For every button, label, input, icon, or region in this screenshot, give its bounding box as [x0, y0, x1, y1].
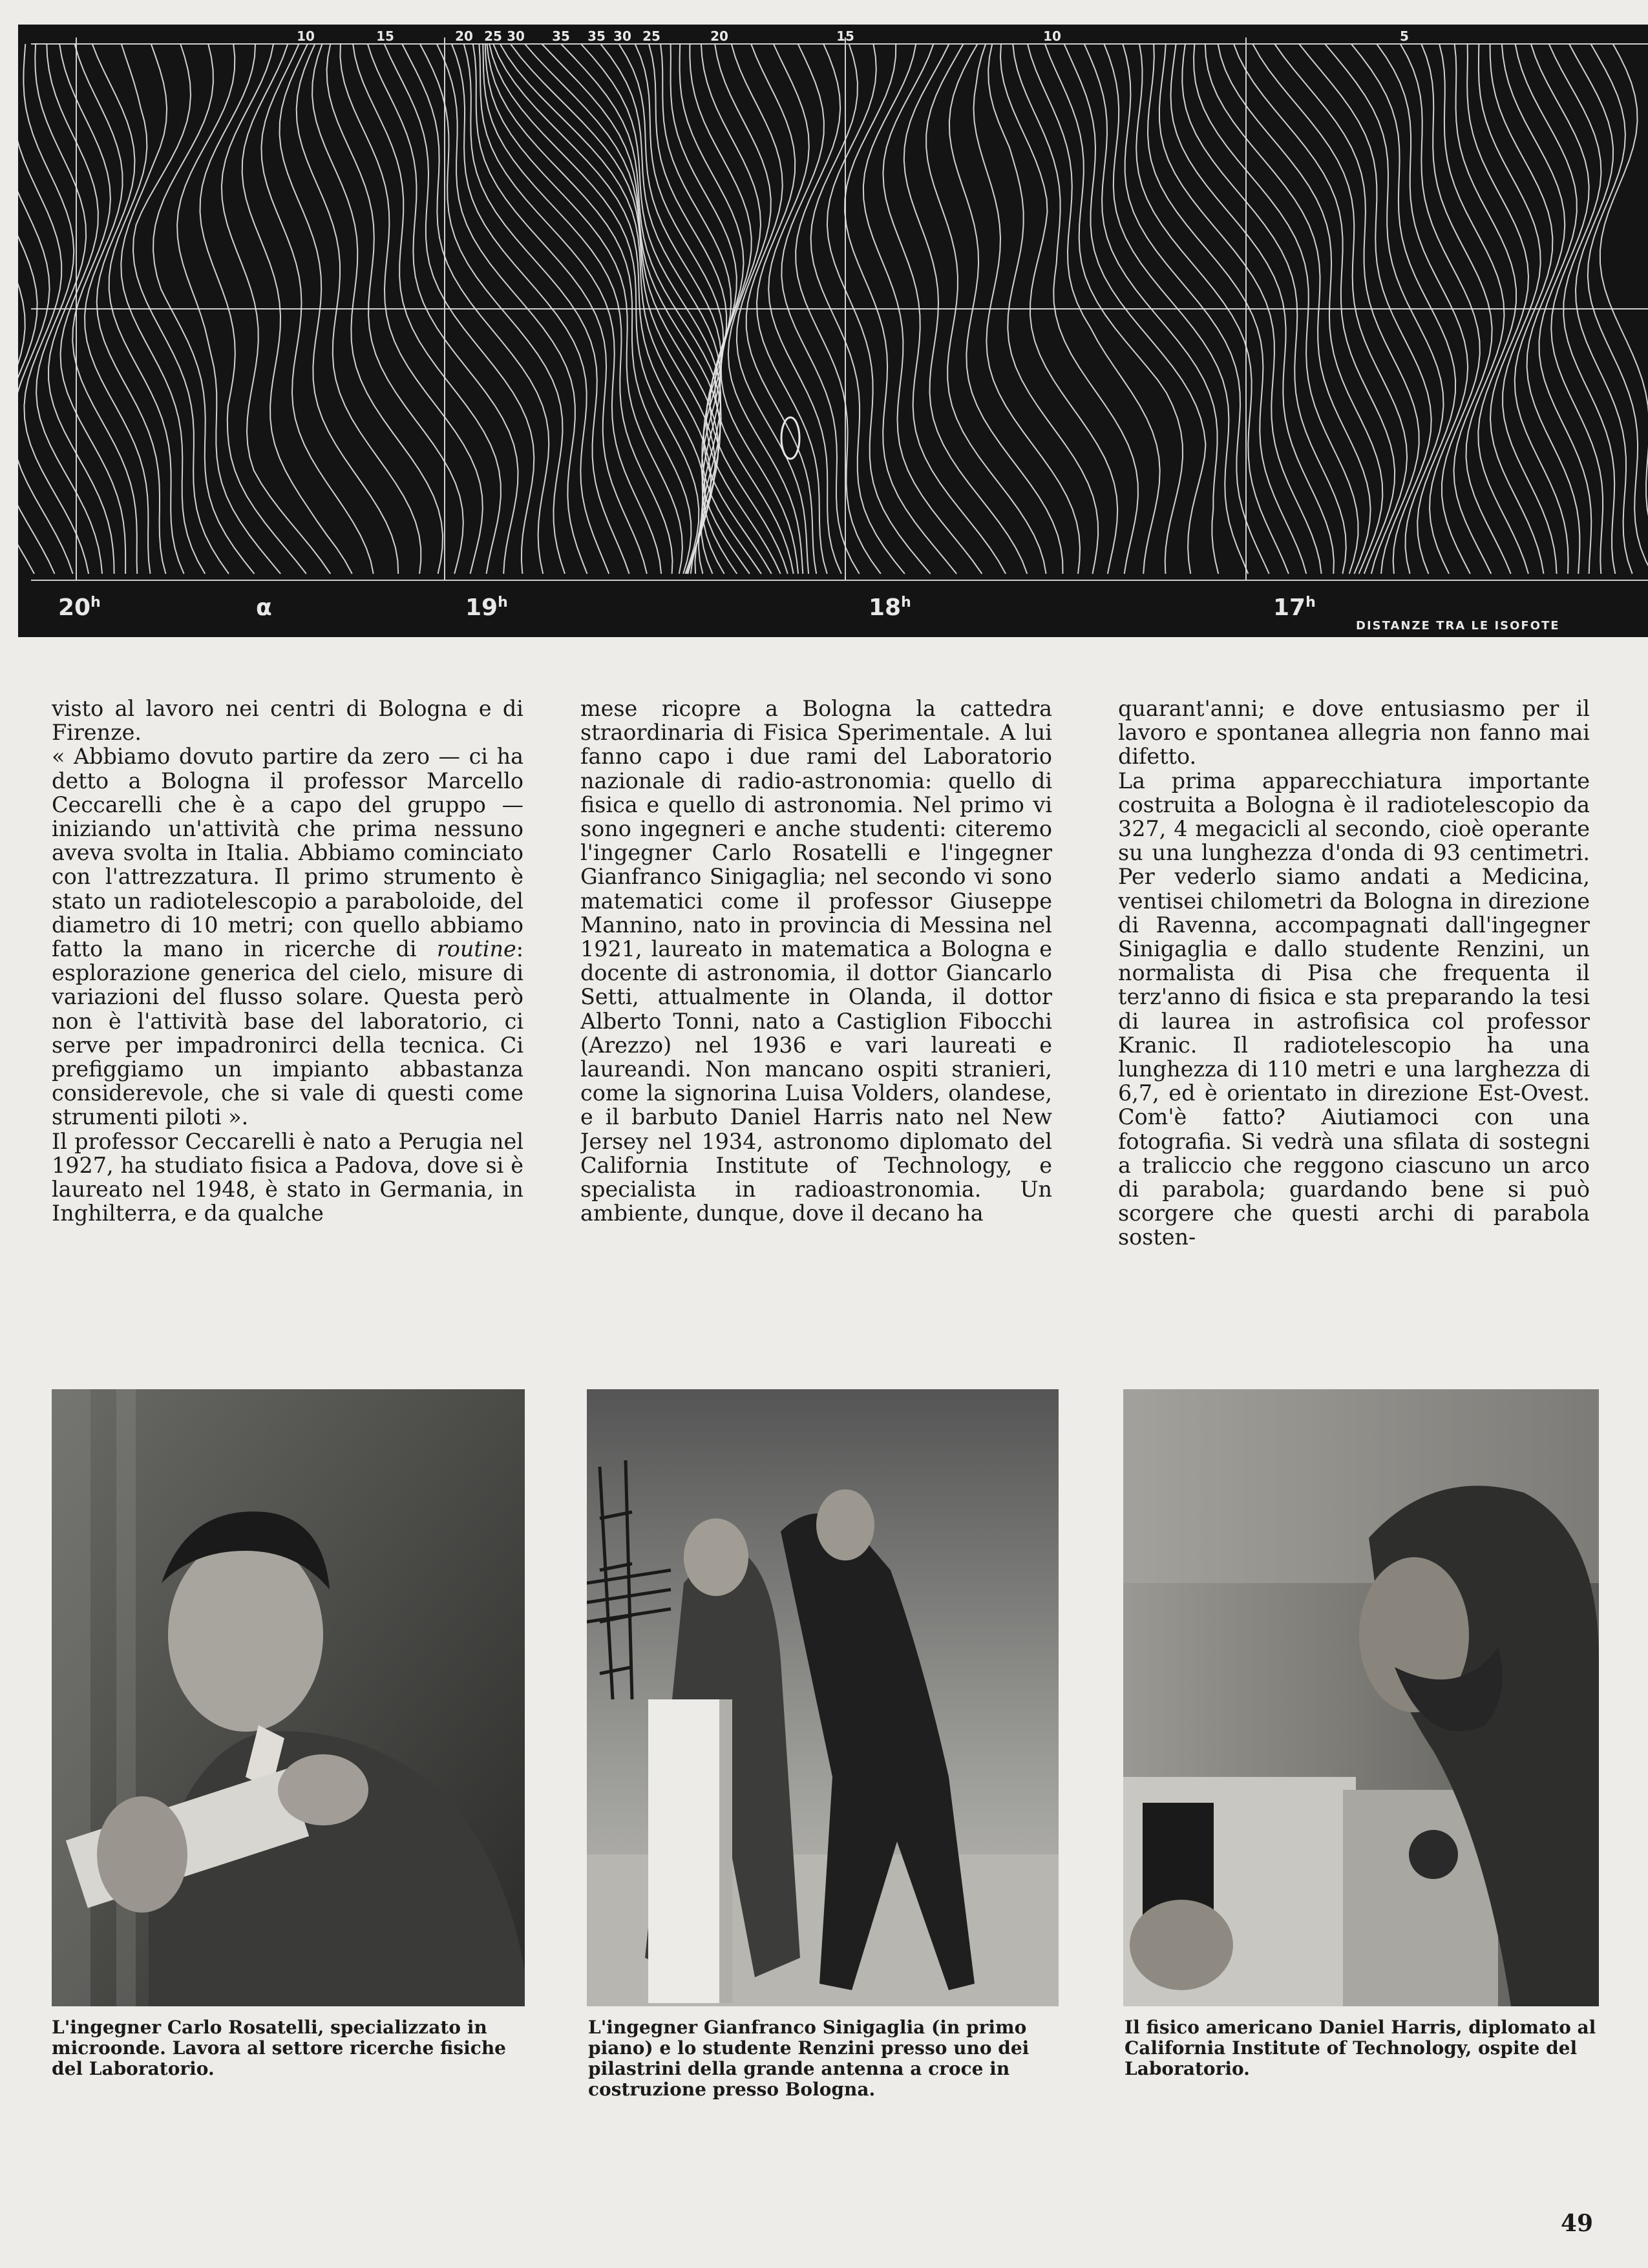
scale-label: 15: [836, 28, 854, 44]
scale-label: 15: [376, 28, 394, 44]
scale-label: 20: [710, 28, 728, 44]
paragraph: La prima apparecchiatura importante costruita a Bologna è il radiotelescopio da 327, 4 megacicli al secondo, cioè operante su una lunghezza d'onda di 93 centimetri. Per vederlo siamo andati a Medicina, ventisei chilometri da Bologna in direzione di Ravenna, accompagnati dall'ingegner Sinigaglia e dallo studente Renzini, un normalista di Pisa che frequenta il terz'anno di fisica e sta preparando la tesi di laurea in astrofisica col professor Kranic. Il radiotelescopio ha una lunghezza di 110 metri e una larghezza di 6,7, ed è orientato in direzione Est-Ovest. Com'è fatto? Aiutiamoci con una fotografia. Si vedrà una sfilata di sostegni a traliccio che reggono ciascuno un arco di parabola; guardando bene si può scorgere che questi archi di parabola sosten-: [1118, 768, 1590, 1250]
ra-axis-label: 19$^h$: [465, 594, 508, 621]
photo-caption: Il fisico americano Daniel Harris, diplomato al California Institute of Technology, ospite del Laboratorio.: [1125, 2017, 1596, 2079]
photo-harris: [1123, 1389, 1599, 2006]
photo-rosatelli: [52, 1389, 525, 2006]
scale-label: 30: [507, 28, 525, 44]
radio-isophote-map: [18, 25, 1648, 637]
article-column-2: [580, 697, 1052, 1349]
paragraph: Il professor Ceccarelli è nato a Perugia nel 1927, ha studiato fisica a Padova, dove si è laureato nel 1948, è stato in Germania, in Inghilterra, e da qualche: [52, 1128, 523, 1226]
ra-axis-label: 18$^h$: [869, 594, 911, 621]
scale-label: 35: [587, 28, 606, 44]
scale-label: 5: [1400, 28, 1409, 44]
scale-label: 25: [484, 28, 502, 44]
scale-label: 25: [642, 28, 660, 44]
map-note: DISTANZE TRA LE ISOFOTE: [1356, 619, 1560, 633]
alpha-symbol: α: [256, 594, 272, 621]
scale-label: 20: [455, 28, 473, 44]
ra-axis-label: 20$^h$: [58, 594, 101, 621]
page-number: 49: [1561, 2210, 1594, 2237]
paragraph: quarant'anni; e dove entusiasmo per il lavoro e spontanea allegria non fanno mai difetto.: [1118, 697, 1590, 770]
photo-caption: L'ingegner Gianfranco Sinigaglia (in primo piano) e lo studente Renzini presso uno dei pilastrini della grande antenna a croce in costruzione presso Bologna.: [588, 2017, 1030, 2100]
photo-sinigaglia-renzini: [587, 1389, 1059, 2006]
paragraph: visto al lavoro nei centri di Bologna e di Firenze.: [52, 697, 523, 746]
italic-word: routine: [436, 936, 516, 962]
isophote-peak: [781, 417, 799, 459]
paragraph: « Abbiamo dovuto partire da zero — ci ha detto a Bologna il professor Marcello Ceccarelli che è a capo del gruppo — iniziando un'attività che prima nessuno aveva svolta in Italia. Abbiamo cominciato con l'attrezzatura. Il primo strumento è stato un radiotelescopio a paraboloide, del diametro di 10 metri; con quello abbiamo fatto la mano in ricerche di routine: esplorazione generica del cielo, misure di variazioni del flusso solare. Questa però non è l'attività base del laboratorio, ci serve per impadronirci della tecnica. Ci prefiggiamo un impianto abbastanza considerevole, che si vale di questi come strumenti piloti ».: [52, 744, 523, 1130]
paragraph: mese ricopre a Bologna la cattedra straordinaria di Fisica Sperimentale. A lui fanno capo i due rami del Laboratorio nazionale di radio-astronomia: quello di fisica e quello di astronomia. Nel primo vi sono ingegneri e anche studenti: citeremo l'ingegner Carlo Rosatelli e l'ingegner Gianfranco Sinigaglia; nel secondo vi sono matematici come il professor Giuseppe Mannino, nato in provincia di Messina nel 1921, laureato in matematica a Bologna e docente di astronomia, il dottor Giancarlo Setti, attualmente in Olanda, il dottor Alberto Tonni, nato a Castiglion Fibocchi (Arezzo) nel 1936 e vari laureati e laureandi. Non mancano ospiti stranieri, come la signorina Luisa Volders, olandese, e il barbuto Daniel Harris nato nel New Jersey nel 1934, astronomo diplomato del California Institute of Technology, e specialista in radioastronomia. Un ambiente, dunque, dove il decano ha: [580, 697, 1052, 1226]
article-column-3: [1118, 697, 1590, 1349]
scale-label: 10: [297, 28, 315, 44]
scale-label: 30: [613, 28, 631, 44]
scale-label: 10: [1043, 28, 1061, 44]
article-column-1: [52, 697, 523, 1349]
isophote-contours: [18, 25, 1648, 637]
ra-axis-label: 17$^h$: [1273, 594, 1316, 621]
photo-caption: L'ingegner Carlo Rosatelli, specializzato in microonde. Lavora al settore ricerche fisiche del Laboratorio.: [52, 2017, 506, 2079]
scale-label: 35: [552, 28, 570, 44]
